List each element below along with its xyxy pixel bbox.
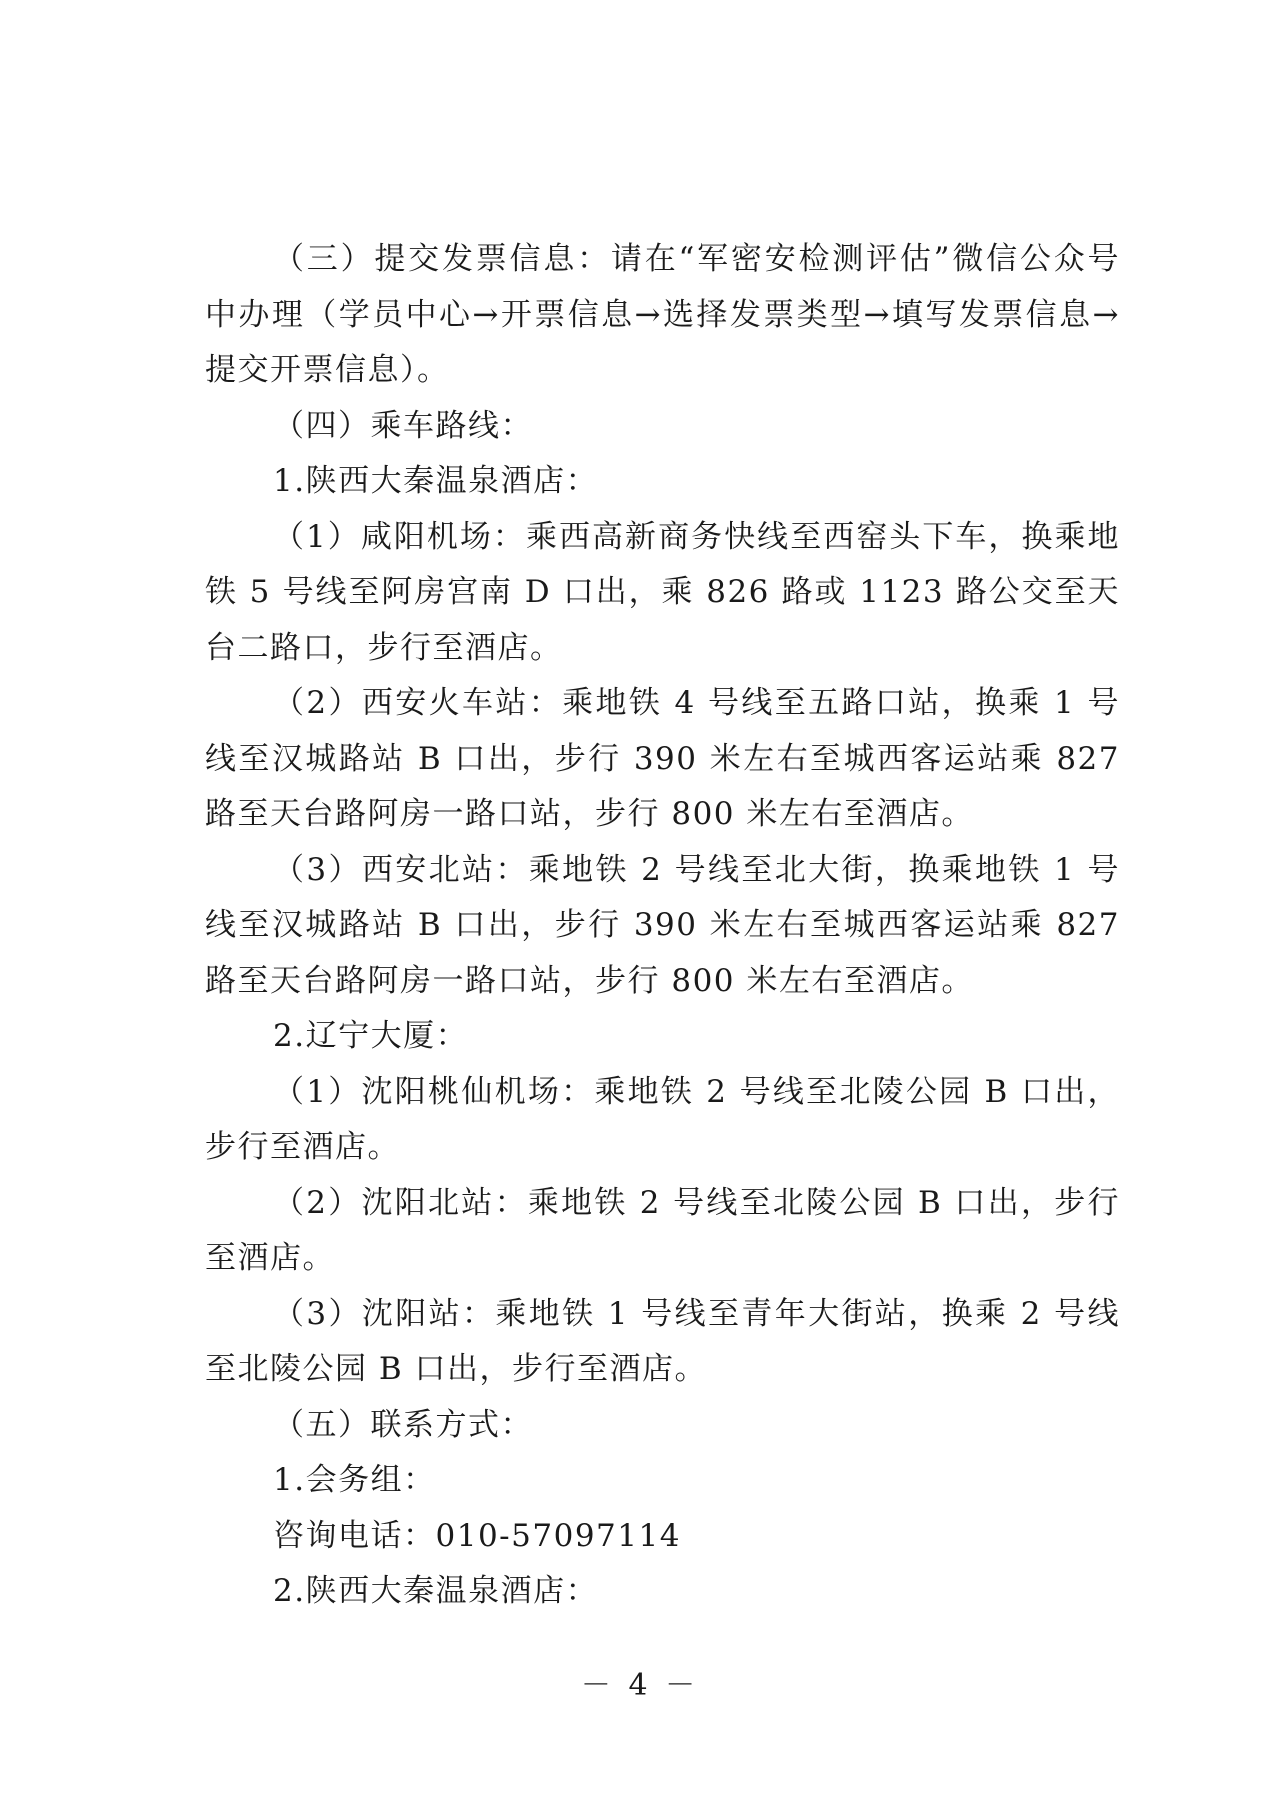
contact-phone: 咨询电话：010-57097114 — [273, 1517, 681, 1554]
route-shenyang-station: （3）沈阳站：乘地铁 1 号线至青年大街站，换乘 2 号线至北陵公园 B 口出，步行至酒店。 — [205, 1295, 1120, 1387]
page-number: － 4 － — [580, 1668, 700, 1703]
route-xian-railway-station: （2）西安火车站：乘地铁 4 号线至五路口站，换乘 1 号线至汉城路站 B 口出，步行 390 米左右至城西客运站乘 827 路至天台路阿房一路口站，步行 800 米左右至酒店。 — [205, 685, 1120, 832]
hotel-liaoning-heading: 2.辽宁大厦： — [273, 1018, 469, 1054]
hotel-daqin-heading: 1.陕西大秦温泉酒店： — [273, 463, 599, 499]
contact-hotel-daqin: 2.陕西大秦温泉酒店： — [273, 1573, 599, 1609]
route-shenyang-north-station: （2）沈阳北站：乘地铁 2 号线至北陵公园 B 口出，步行至酒店。 — [205, 1184, 1120, 1276]
document-body — [205, 232, 1120, 1620]
section-contact-heading: （五）联系方式： — [273, 1406, 533, 1443]
contact-conference-group: 1.会务组： — [273, 1462, 436, 1498]
section-routes-heading: （四）乘车路线： — [273, 407, 533, 444]
section-invoice-info: （三）提交发票信息：请在“军密安检测评估”微信公众号中办理（学员中心→开票信息→选择发票类型→填写发票信息→提交开票信息）。 — [205, 241, 1120, 388]
route-xianyang-airport: （1）咸阳机场：乘西高新商务快线至西窑头下车，换乘地铁 5 号线至阿房宫南 D 口出，乘 826 路或 1123 路公交至天台二路口，步行至酒店。 — [205, 518, 1120, 666]
route-taoxian-airport: （1）沈阳桃仙机场：乘地铁 2 号线至北陵公园 B 口出，步行至酒店。 — [205, 1073, 1120, 1165]
route-xian-north-station: （3）西安北站：乘地铁 2 号线至北大街，换乘地铁 1 号线至汉城路站 B 口出，步行 390 米左右至城西客运站乘 827 路至天台路阿房一路口站，步行 800 米左右至酒店。 — [205, 851, 1120, 999]
